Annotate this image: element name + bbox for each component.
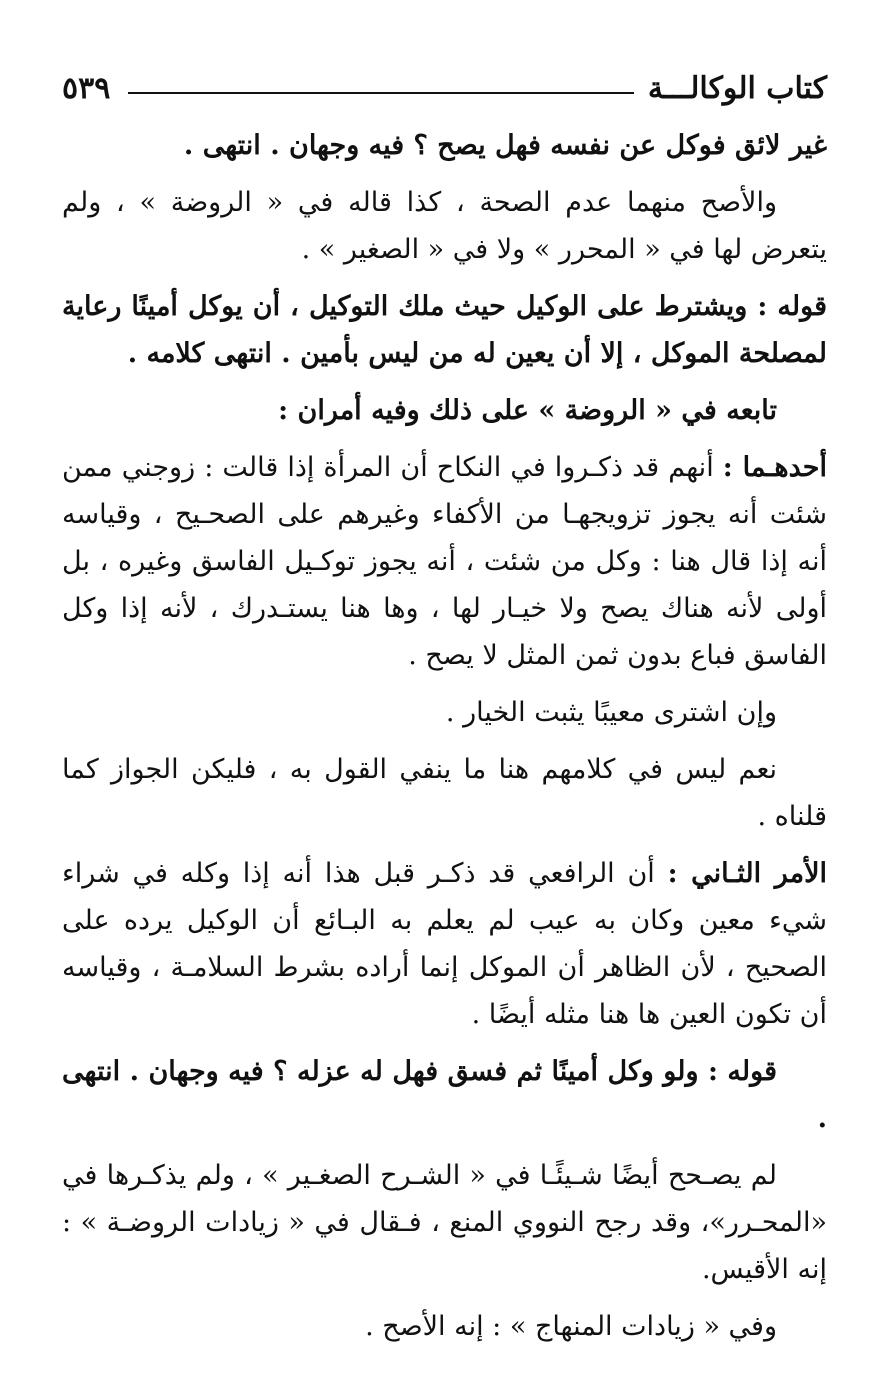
paragraph-8 [62,850,827,1038]
paragraph-5-lead: أحدهـما : [722,452,827,483]
paragraph-5 [62,444,827,679]
paragraph-7: نعم ليس في كلامهم هنا ما ينفي القول به ، فليكن الجواز كما قلناه . [62,754,827,832]
paragraph-1: غير لائق فوكل عن نفسه فهل يصح ؟ فيه وجهان . انتهى . [183,130,827,161]
body-text [62,122,827,1360]
paragraph-8-text: أن الرافعي قد ذكـر قبل هذا أنه إذا وكله في شراء شيء معين وكان به عيب لم يعلم به البـائع أن الوكيل يرده على الصحيح ، لأن الظاهر أن الموكل إنما أراده بشرط السلامـة ، وقياسه أن تكون العين ها هنا مثله أيضًا . [62,858,827,1030]
running-header [62,66,827,110]
header-rule [128,92,634,94]
paragraph-8-lead: الأمر الثـاني : [667,858,828,889]
paragraph-9: قوله : ولو وكل أمينًا ثم فسق فهل له عزله ؟ فيه وجهان . انتهى . [62,1056,827,1134]
paragraph-3: قوله : ويشترط على الوكيل حيث ملك التوكيل ، أن يوكل أمينًا رعاية لمصلحة الموكل ، إلا أن يعين له من ليس بأمين . انتهى كلامه . [62,291,827,369]
paragraph-6: وإن اشترى معيبًا يثبت الخيار . [445,697,777,728]
paragraph-4: تابعه في « الروضة » على ذلك وفيه أمران : [278,395,777,426]
paragraph-5-text: أنهم قد ذكـروا في النكاح أن المرأة إذا قالت : زوجني ممن شئت أنه يجوز تزويجهـا من الأكفاء وغيرهم على الصحـيح ، وقياسه أنه إذا قال هنا : وكل من شئت ، أنه يجوز توكـيل الفاسق وغيره ، بل أولى لأنه هناك يصح ولا خيـار لها ، وها هنا يستـدرك ، لأنه إذا وكل الفاسق فباع بدون ثمن المثل لا يصح . [62,452,827,671]
page-number: ٥٣٩ [62,70,111,106]
paragraph-11: وفي « زيادات المنهاج » : إنه الأصح . [365,1311,777,1342]
running-title: كتاب الوكالـــة [647,70,827,106]
paragraph-10: لم يصـحح أيضًا شـيئًـا في « الشـرح الصغـير » ، ولم يذكـرها في «المحـرر»، وقد رجح النووي المنع ، فـقال في « زيادات الروضـة » : إنه الأقيس. [62,1160,827,1285]
paragraph-2: والأصح منهما عدم الصحة ، كذا قاله في « الروضة » ، ولم يتعرض لها في « المحرر » ولا في « الصغير » . [62,187,827,265]
